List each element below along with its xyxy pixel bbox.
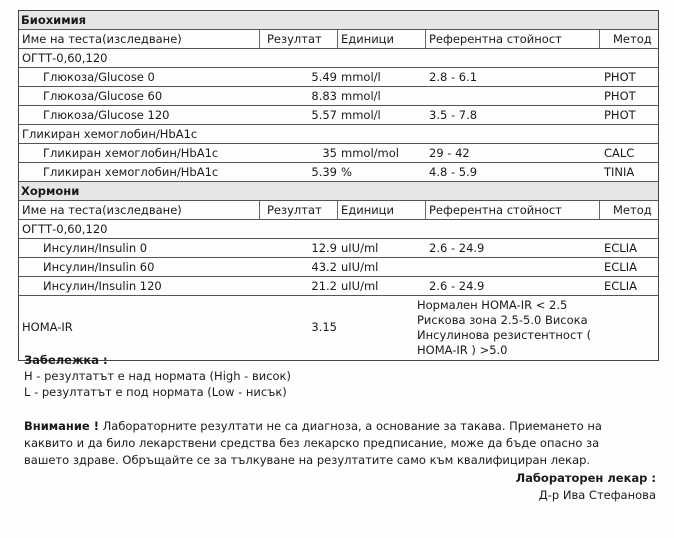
- note-high: H - резултатът е над нормата (High - висок): [24, 369, 291, 383]
- group-row: [19, 125, 658, 144]
- test-name: Глюкоза/Glucose 60: [43, 89, 163, 103]
- table-row: [19, 87, 658, 106]
- test-name: Глюкоза/Glucose 120: [43, 108, 170, 122]
- test-name: Гликиран хемоглобин/HbA1c: [43, 146, 219, 160]
- test-method: ECLIA: [604, 260, 637, 274]
- test-unit: uIU/ml: [341, 279, 379, 293]
- test-result: 8.83: [311, 89, 337, 103]
- test-ref: Нормален HOMA-IR < 2.5 Рискова зона 2.5-5.0 Висока Инсулинова резистентност ( HOMA-IR ) >5.0: [417, 298, 592, 357]
- test-name: Глюкоза/Glucose 0: [43, 70, 155, 84]
- test-name: HOMA-IR: [22, 320, 73, 334]
- test-method: CALC: [604, 146, 635, 160]
- test-unit: mmol/l: [341, 108, 381, 122]
- notes-title: Забележка :: [24, 353, 108, 367]
- results-table: [18, 10, 659, 361]
- test-method: PHOT: [604, 108, 636, 122]
- col-result-header: Резултат: [267, 203, 322, 217]
- test-method: ECLIA: [604, 241, 637, 255]
- section-header-biochemistry: [19, 11, 658, 30]
- test-method: PHOT: [604, 89, 636, 103]
- test-method: ECLIA: [604, 279, 637, 293]
- group-row: [19, 49, 658, 68]
- group-label: Гликиран хемоглобин/HbA1c: [22, 127, 198, 141]
- test-result: 5.39: [311, 165, 337, 179]
- test-unit: mmol/l: [341, 70, 381, 84]
- table-row-homa: [19, 296, 658, 360]
- group-label: ОГТТ-0,60,120: [22, 222, 108, 236]
- notes-block: [24, 352, 644, 400]
- warning-title: Внимание !: [24, 419, 99, 433]
- col-name-header: Име на теста(изследване): [22, 203, 182, 217]
- col-result-header: Резултат: [267, 32, 322, 46]
- group-label: ОГТТ-0,60,120: [22, 51, 108, 65]
- section-title: Биохимия: [21, 13, 87, 27]
- column-divider: [259, 201, 260, 219]
- test-unit: uIU/ml: [341, 241, 379, 255]
- table-row: [19, 277, 658, 296]
- column-divider: [425, 201, 426, 219]
- warning-text: Лабораторните резултати не са диагноза, а основание за такава. Приемането на каквито и да било лекарствени средства без лекарско предписание, може да бъде опасно за вашето здраве. Обръщайте се за тълкуване на резултатите само към квалифициран лекар.: [24, 419, 602, 467]
- note-low: L - резултатът е под нормата (Low - нисък): [24, 385, 287, 399]
- test-result: 12.9: [311, 241, 337, 255]
- test-method: TINIA: [604, 165, 635, 179]
- test-ref: 3.5 - 7.8: [429, 108, 478, 122]
- test-name: Инсулин/Insulin 0: [43, 241, 148, 255]
- test-result: 43.2: [311, 260, 337, 274]
- test-unit: mmol/l: [341, 89, 381, 103]
- signature-name: Д-р Ива Стефанова: [538, 488, 656, 502]
- section-header-hormones: [19, 182, 658, 201]
- table-row: [19, 258, 658, 277]
- col-method-header: Метод: [613, 203, 652, 217]
- table-row: [19, 144, 658, 163]
- col-ref-header: Референтна стойност: [429, 203, 562, 217]
- section-title: Хормони: [21, 184, 80, 198]
- column-divider: [599, 201, 600, 219]
- group-row: [19, 220, 658, 239]
- test-result: 21.2: [311, 279, 337, 293]
- test-result: 3.15: [311, 320, 337, 334]
- test-unit: %: [341, 165, 352, 179]
- test-ref: 29 - 42: [429, 146, 470, 160]
- col-name-header: Име на теста(изследване): [22, 32, 182, 46]
- test-name: Инсулин/Insulin 60: [43, 260, 155, 274]
- column-header-row: [19, 30, 658, 49]
- col-units-header: Единици: [341, 203, 394, 217]
- column-header-row: [19, 201, 658, 220]
- test-ref: 4.8 - 5.9: [429, 165, 478, 179]
- test-result: 35: [322, 146, 337, 160]
- col-units-header: Единици: [341, 32, 394, 46]
- column-divider: [425, 30, 426, 48]
- table-row: [19, 106, 658, 125]
- column-divider: [599, 30, 600, 48]
- test-unit: uIU/ml: [341, 260, 379, 274]
- column-divider: [337, 201, 338, 219]
- test-name: Инсулин/Insulin 120: [43, 279, 162, 293]
- signature-title: Лабораторен лекар :: [515, 471, 656, 485]
- col-ref-header: Референтна стойност: [429, 32, 562, 46]
- table-row: [19, 239, 658, 258]
- test-result: 5.57: [311, 108, 337, 122]
- test-unit: mmol/mol: [341, 146, 399, 160]
- col-method-header: Метод: [613, 32, 652, 46]
- test-name: Гликиран хемоглобин/HbA1c: [43, 165, 219, 179]
- test-method: PHOT: [604, 70, 636, 84]
- signature-block: [516, 470, 656, 504]
- test-result: 5.49: [311, 70, 337, 84]
- column-divider: [259, 30, 260, 48]
- table-row: [19, 68, 658, 87]
- column-divider: [337, 30, 338, 48]
- test-ref: 2.6 - 24.9: [429, 241, 485, 255]
- warning-block: [24, 418, 644, 469]
- test-ref: 2.6 - 24.9: [429, 279, 485, 293]
- test-ref: 2.8 - 6.1: [429, 70, 478, 84]
- table-row: [19, 163, 658, 182]
